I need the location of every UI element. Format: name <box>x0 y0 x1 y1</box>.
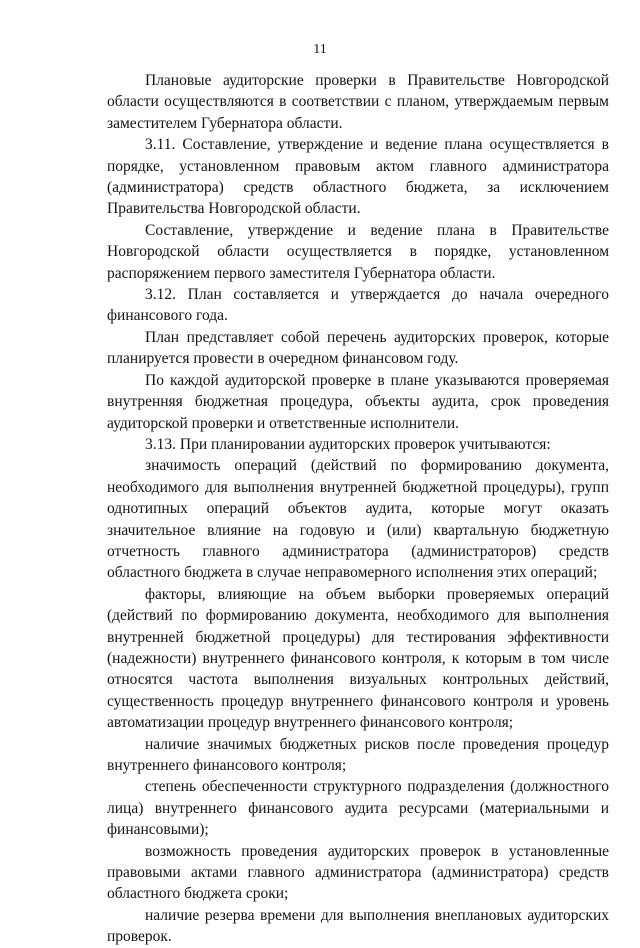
paragraph-3-11: 3.11. Составление, утверждение и ведение плана осуществляется в порядке, установленном правовым актом главного администратора (администратора) средств областного бюджета, за исключением Правительства Новгородской области. <box>107 136 609 218</box>
paragraph-audit-plan-intro: Плановые аудиторские проверки в Правительстве Новгородской области осуществляются в соответствии с планом, утверждаемым первым заместителем Губернатора области. <box>107 72 609 132</box>
list-item-significance: значимость операций (действий по формированию документа, необходимого для выполнения внутренней бюджетной процедуры), групп однотипных операций объектов аудита, которые могут оказать значительное влияние на годовую и (или) квартальную бюджетную отчетность главного администратора (администраторов) средств областного бюджета в случае неправомерного исполнения этих операций; <box>107 457 609 582</box>
paragraph-3-13: 3.13. При планировании аудиторских проверок учитываются: <box>145 435 551 453</box>
paragraph-plan-contents: По каждой аудиторской проверке в плане указываются проверяемая внутренняя бюджетная процедура, объекты аудита, срок проведения аудиторской проверки и ответственные исполнители. <box>107 371 609 432</box>
document-body <box>107 70 609 948</box>
list-item-sample-factors: факторы, влияющие на объем выборки проверяемых операций (действий по формированию документа, необходимого для выполнения внутренней бюджетной процедуры) для тестирования эффективности (надежности) внутреннего финансового контроля, к которым в том числе относятся частота выполнения визуальных контрольных действий, существенность процедур внутреннего финансового контроля и уровень автоматизации процедур внутреннего финансового контроля; <box>107 585 609 732</box>
list-item-deadlines: возможность проведения аудиторских проверок в установленные правовыми актами главного администратора (администратора) средств областного бюджета сроки; <box>107 842 609 903</box>
list-item-time-reserve: наличие резерва времени для выполнения внеплановых аудиторских проверок. <box>107 906 609 946</box>
paragraph-3-12: 3.12. План составляется и утверждается до начала очередного финансового года. <box>107 286 609 325</box>
list-item-resources: степень обеспеченности структурного подразделения (должностного лица) внутреннего финансового аудита ресурсами (материальными и финансовыми); <box>107 778 609 839</box>
list-item-budget-risks: наличие значимых бюджетных рисков после проведения процедур внутреннего финансового контроля; <box>107 735 609 774</box>
paragraph-plan-definition: План представляет собой перечень аудиторских проверок, которые планируется провести в очередном финансовом году. <box>107 328 609 368</box>
paragraph-plan-procedure-government: Составление, утверждение и ведение плана в Правительстве Новгородской области осуществляется в порядке, установленном распоряжением первого заместителя Губернатора области. <box>107 221 609 282</box>
page-number: 11 <box>313 42 327 57</box>
